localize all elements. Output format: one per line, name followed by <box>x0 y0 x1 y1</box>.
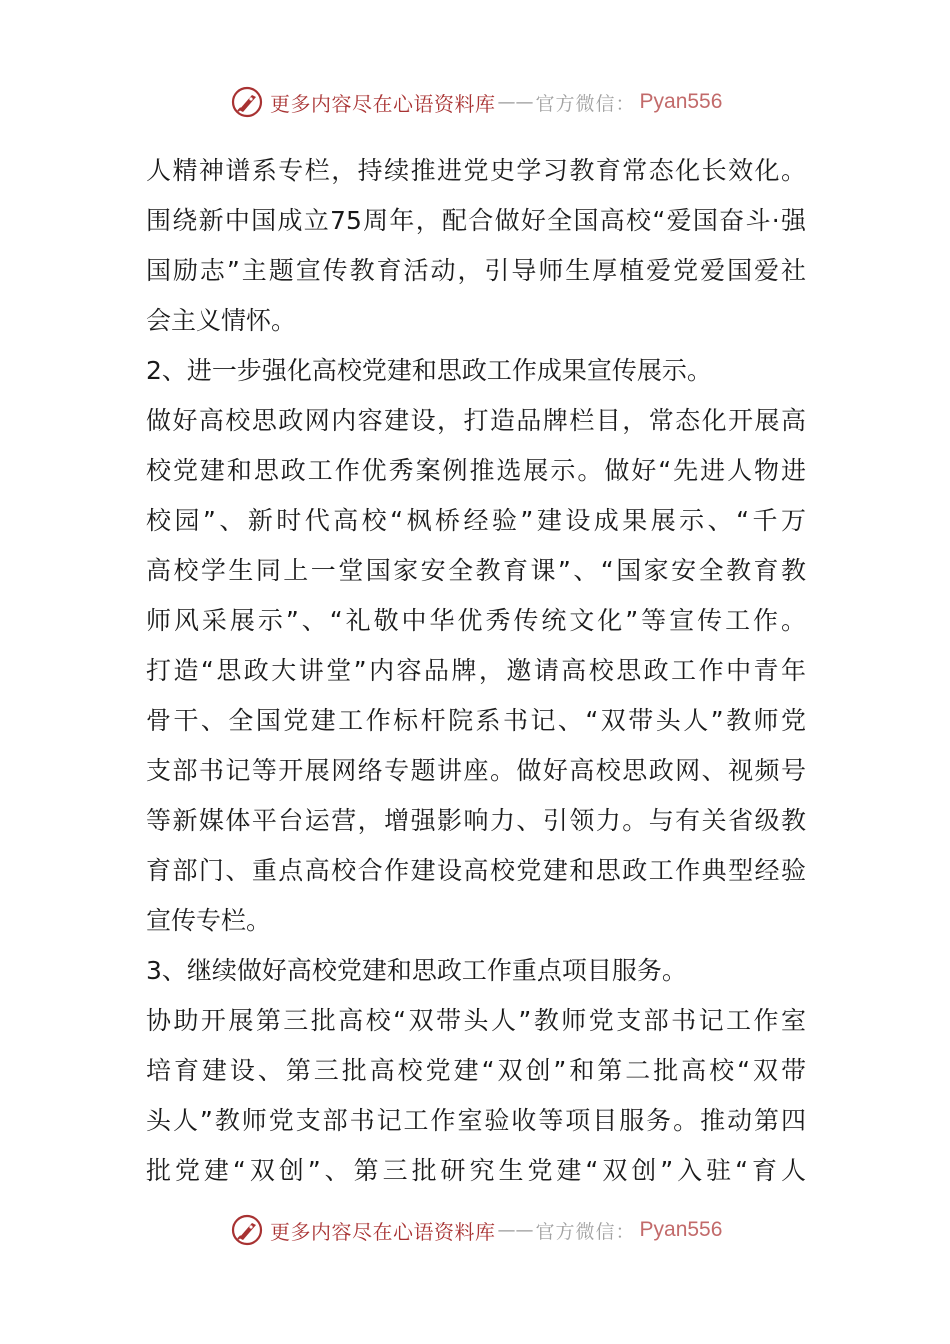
body-line: 师风采展示”、“礼敬中华优秀传统文化”等宣传工作。 <box>146 606 806 635</box>
body-line: 批党建“双创”、第三批研究生党建“双创”入驻“育人 <box>146 1156 806 1185</box>
body-line: 国励志”主题宣传教育活动，引导师生厚植爱党爱国爱社 <box>146 256 806 285</box>
watermark-label: 官方微信： <box>535 92 636 115</box>
body-line: 支部书记等开展网络专题讲座。做好高校思政网、视频号 <box>146 756 806 785</box>
watermark-wechat-id: Pyan556 <box>639 90 723 113</box>
body-line: 会主义情怀。 <box>146 306 297 335</box>
section-heading: 2、进一步强化高校党建和思政工作成果宣传展示。 <box>146 356 712 385</box>
body-line: 校党建和思政工作优秀案例推选展示。做好“先进人物进 <box>146 456 806 485</box>
watermark-wechat-id: Pyan556 <box>639 1218 723 1241</box>
body-line: 人精神谱系专栏，持续推进党史学习教育常态化长效化。 <box>146 156 806 185</box>
body-line: 校园”、新时代高校“枫桥经验”建设成果展示、“千万 <box>146 506 806 535</box>
watermark-brand: 更多内容尽在心语资料库 <box>270 1219 496 1244</box>
body-line: 头人”教师党支部书记工作室验收等项目服务。推动第四 <box>146 1106 806 1135</box>
body-line: 培育建设、第三批高校党建“双创”和第二批高校“双带 <box>146 1056 806 1085</box>
watermark-label: 官方微信： <box>535 1220 636 1243</box>
body-line: 协助开展第三批高校“双带头人”教师党支部书记工作室 <box>146 1006 806 1035</box>
body-line: 高校学生同上一堂国家安全教育课”、“国家安全教育教 <box>146 556 806 585</box>
body-line: 做好高校思政网内容建设，打造品牌栏目，常态化开展高 <box>146 406 806 435</box>
body-line: 等新媒体平台运营，增强影响力、引领力。与有关省级教 <box>146 806 806 835</box>
body-line: 骨干、全国党建工作标杆院系书记、“双带头人”教师党 <box>146 706 806 735</box>
watermark-brand: 更多内容尽在心语资料库 <box>270 91 496 116</box>
body-line: 围绕新中国成立75周年，配合做好全国高校“爱国奋斗·强 <box>146 206 806 235</box>
body-line: 打造“思政大讲堂”内容品牌，邀请高校思政工作中青年 <box>146 656 806 685</box>
body-line: 育部门、重点高校合作建设高校党建和思政工作典型经验 <box>146 856 806 885</box>
watermark-separator: —— <box>497 1219 534 1241</box>
watermark-separator: —— <box>497 91 534 113</box>
pen-nib-seal-icon <box>230 1213 264 1247</box>
document-body <box>146 146 806 1196</box>
pen-nib-seal-icon <box>230 85 264 119</box>
header-watermark <box>230 82 722 122</box>
footer-watermark <box>230 1210 722 1250</box>
section-heading: 3、继续做好高校党建和思政工作重点项目服务。 <box>146 956 687 985</box>
body-line: 宣传专栏。 <box>146 906 272 935</box>
